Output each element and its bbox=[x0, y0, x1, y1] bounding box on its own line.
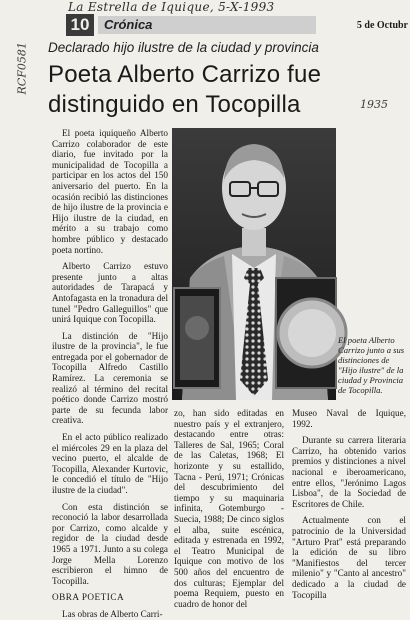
medal-plaque-right bbox=[276, 278, 346, 388]
paragraph: Actualmente con el patrocinio de la Universidad "Arturo Prat" está preparando la edición de su libro "Manifiestos del tercer milenio" y "Canto al ancestro" dedicado a la ciudad de Tocopilla bbox=[292, 515, 406, 600]
page-number: 10 bbox=[66, 14, 94, 36]
article-headline: Poeta Alberto Carrizo fue distinguido en Tocopilla bbox=[48, 61, 322, 118]
section-subhead: OBRA POETICA bbox=[52, 592, 125, 603]
paragraph: En el acto público realizado el miércoles 29 en la plaza del vecino puerto, el alcalde de Tocopilla, Alexander Kurtovic, le concedió el título de "Hijo ilustre de la ciudad". bbox=[52, 432, 168, 495]
text-column-3 bbox=[292, 408, 406, 598]
handwritten-year-note: 1935 bbox=[360, 98, 388, 111]
print-date: 5 de Octubr bbox=[356, 20, 408, 31]
paragraph: Durante su carrera literaria Carrizo, ha obtenido varios premios y distinciones a nivel nacional e iberoamericano, entre ellos, "Jerónimo Lagos Lisboa", de la Sociedad de Escritores de Chile. bbox=[292, 435, 406, 509]
paragraph: La distinción de "Hijo ilustre de la provincia", le fue entregada por el gobernador de Tocopilla Alfredo Castillo Ramírez. La ceremonia se realizó al término del recital poético donde Carrizo mostró parte de su fecunda labor creativa. bbox=[52, 330, 168, 426]
poet-portrait-image bbox=[172, 128, 336, 400]
text-column-1 bbox=[52, 128, 168, 619]
paragraph: Con esta distinción se reconoció la labor desarrollada por Carrizo, como alcalde y regidor de la ciudad desde 1965 a 1971. Junto a su colega Jorge Mella Lorenzo escribieron el himno de Tocopilla. bbox=[52, 501, 168, 586]
paragraph: Alberto Carrizo estuvo presente junto a altas autoridades de Tarapacá y Antofagasta en la tronadura del tunel "Pedro Galleguillos" que unirá Iquique con Tocopilla. bbox=[52, 261, 168, 325]
paragraph: El poeta iquiqueño Alberto Carrizo colaborador de este diario, fue invitado por la municipalidad de Tocopilla a participar en los actos del 150 aniversario del puerto. En la ocasión recibió las distinciones de hijo ilustre de la provincia e Hijo ilustre de la ciudad, en mérito a su trabajo como hombre público y destacado poeta nortino. bbox=[52, 128, 168, 255]
section-title: Crónica bbox=[98, 16, 316, 34]
photo-caption: El poeta Alberto Carrizo junto a sus distinciones de "Hijo ilustre" de la ciudad y Provincia de Tocopilla. bbox=[338, 335, 405, 395]
paragraph: Las obras de Alberto Carri- bbox=[62, 608, 163, 619]
plaque-left bbox=[174, 288, 220, 388]
text-column-2 bbox=[174, 408, 284, 609]
paragraph: Museo Naval de Iquique, 1992. bbox=[292, 408, 406, 429]
article-kicker: Declarado hijo ilustre de la ciudad y provincia bbox=[48, 40, 319, 55]
handwritten-source-note: La Estrella de Iquique, 5-X-1993 bbox=[68, 0, 275, 14]
portrait-photo bbox=[172, 128, 336, 400]
handwritten-archive-code: RCF0581 bbox=[15, 42, 29, 95]
paragraph: zo, han sido editadas en nuestro país y el extranjero, destacando entre otras: Talleres de Sal, 1965; Coral de las Caletas, 1968; El horizonte y su estallido, Tacna - Perú, 1971; Crónicas del descubrimiento del tiempo y su maquinaria infinita, Gotemburgo - Suecia, 1988; De cinco siglos el alba, suite escénica, editada y estrenada en 1992, el Teatro Municipal de Iquique con motivo de los 500 años del encuentro de dos culturas; Ejemplar del poema Requiem, puesto en cuadro de honor del bbox=[174, 408, 284, 609]
